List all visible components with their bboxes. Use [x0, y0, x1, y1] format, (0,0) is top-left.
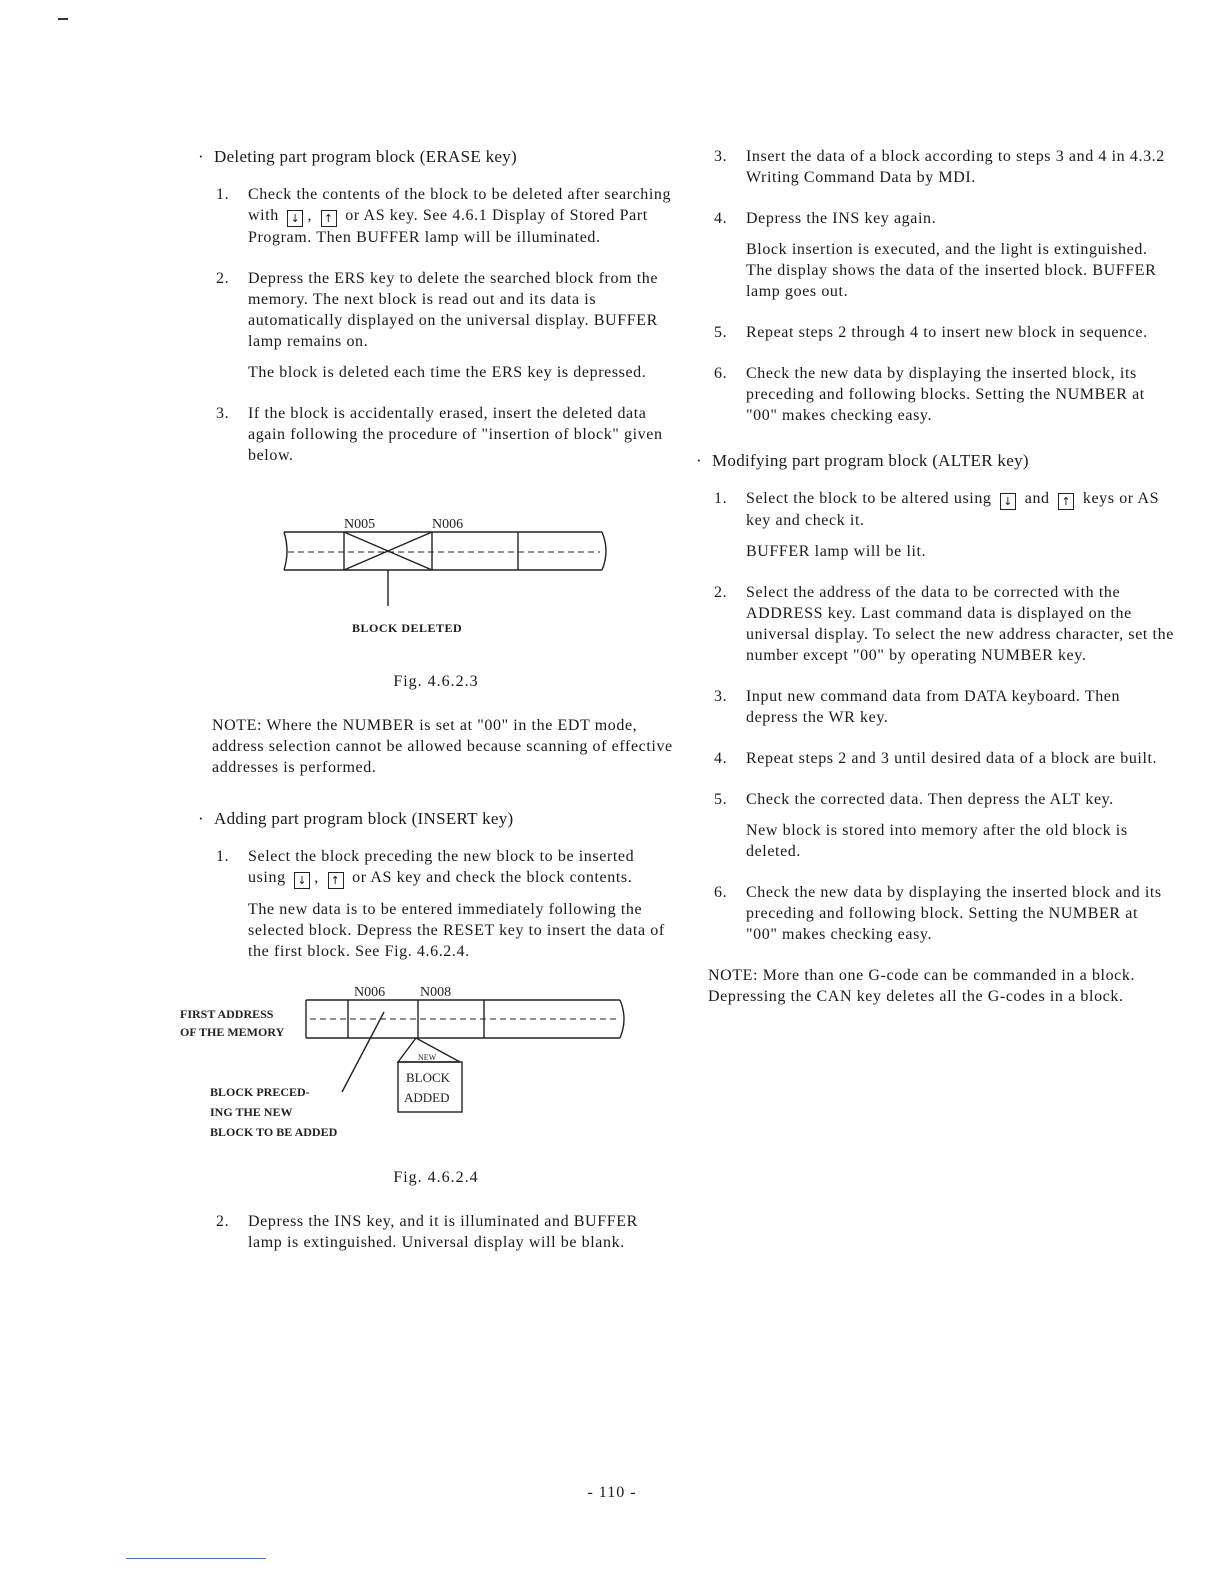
- insert-step-3: [694, 146, 1174, 188]
- step-text: Insert the data of a block according to steps 3 and 4 in 4.3.2 Writing Command Data by MDI.: [746, 148, 1165, 186]
- step-number: 3.: [216, 405, 230, 422]
- step-text: [746, 488, 1174, 531]
- corner-mark: [58, 18, 68, 20]
- bullet-dot: ·: [198, 147, 204, 166]
- bottom-rule: [126, 1558, 266, 1559]
- step-number: 6.: [714, 884, 728, 901]
- preceding-block-label-2: ING THE NEW: [210, 1105, 293, 1119]
- step-text: BUFFER lamp will be lit.: [746, 543, 927, 560]
- preceding-block-label-3: BLOCK TO BE ADDED: [210, 1125, 338, 1139]
- block-deleted-label: BLOCK DELETED: [352, 621, 463, 635]
- up-arrow-key-icon: ↑: [1058, 493, 1074, 510]
- step-text-part: or AS key and check the block contents.: [352, 869, 633, 886]
- insert-step-2: [196, 1211, 676, 1253]
- step-number: 5.: [714, 791, 728, 808]
- insert-step-6: [694, 363, 1174, 426]
- step-text: If the block is accidentally erased, insert the deleted data again following the procedure of "insertion of block" given below.: [248, 405, 663, 464]
- figure-block-added: [166, 982, 676, 1187]
- bullet-dot: ·: [198, 809, 204, 828]
- step-number: 6.: [714, 365, 728, 382]
- step-number: 5.: [714, 324, 728, 341]
- step-number: 3.: [714, 688, 728, 705]
- step-text: [248, 184, 676, 248]
- step-text-part: and: [1024, 490, 1050, 507]
- step-text: Repeat steps 2 and 3 until desired data of a block are built.: [746, 750, 1158, 767]
- erase-heading-text: Deleting part program block (ERASE key): [214, 147, 517, 166]
- step-text: Select the address of the data to be corrected with the ADDRESS key. Last command data is displayed on the universal display. To select the new address character, set the number except "00" by operating NUMBER key.: [746, 584, 1174, 664]
- erase-heading: [196, 146, 676, 168]
- alter-step-6: [694, 882, 1174, 945]
- step-number: 4.: [714, 750, 728, 767]
- alter-heading-text: Modifying part program block (ALTER key): [712, 451, 1029, 470]
- step-text-part: or AS key. See 4.6.1 Display of Stored Part Program. Then BUFFER lamp will be illuminated.: [248, 207, 648, 246]
- step-number: 1.: [216, 848, 230, 865]
- alter-step-4: [694, 748, 1174, 769]
- alter-step-5: [694, 789, 1174, 862]
- step-text: The block is deleted each time the ERS key is depressed.: [248, 364, 647, 381]
- insert-heading: [196, 808, 676, 830]
- insert-step-1: [196, 846, 676, 962]
- step-text: [248, 846, 676, 889]
- fig1-annotation-row: [196, 611, 676, 645]
- first-address-label-2: OF THE MEMORY: [180, 1025, 285, 1039]
- block-deleted-diagram: [196, 486, 676, 606]
- step-text: Check the new data by displaying the inserted block, its preceding and following blocks. Setting the NUMBER at "00" makes checking easy.: [746, 365, 1145, 424]
- figure-block-deleted: [196, 486, 676, 691]
- step-number: 2.: [216, 270, 230, 287]
- step-text-part: keys or AS key and check it.: [746, 490, 1160, 529]
- fig1-caption: Fig. 4.6.2.3: [393, 673, 479, 690]
- separator: ,: [314, 869, 319, 886]
- block-added-diagram: [166, 982, 676, 1142]
- step-text: Check the new data by displaying the inserted block and its preceding and following block. Setting the NUMBER at "00" makes checking easy.: [746, 884, 1162, 943]
- note-g-code: NOTE: More than one G-code can be commanded in a block. Depressing the CAN key deletes all the G-codes in a block.: [708, 967, 1136, 1005]
- step-text-part: Check the contents of the block to be deleted after searching with: [248, 186, 672, 224]
- block-added-label-1: BLOCK: [406, 1070, 451, 1085]
- down-arrow-key-icon: ↓: [287, 210, 303, 227]
- erase-step-3: [196, 403, 676, 466]
- step-text: New block is stored into memory after the old block is deleted.: [746, 822, 1128, 860]
- right-column: [694, 146, 1174, 1037]
- down-arrow-key-icon: ↓: [294, 872, 310, 889]
- preceding-block-label-1: BLOCK PRECED-: [210, 1085, 310, 1099]
- step-text: Repeat steps 2 through 4 to insert new block in sequence.: [746, 324, 1148, 341]
- alter-step-2: [694, 582, 1174, 666]
- insert-step-4: [694, 208, 1174, 302]
- note-edt-mode: NOTE: Where the NUMBER is set at "00" in the EDT mode, address selection cannot be allowed because scanning of effective addresses is performed.: [212, 717, 673, 776]
- block-added-label-2: ADDED: [404, 1090, 450, 1105]
- alter-heading: [694, 450, 1174, 472]
- insert-step-5: [694, 322, 1174, 343]
- insert-heading-text: Adding part program block (INSERT key): [214, 809, 514, 828]
- erase-step-2: [196, 268, 676, 383]
- step-text: Block insertion is executed, and the light is extinguished. The display shows the data of the inserted block. BUFFER lamp goes out.: [746, 241, 1157, 300]
- step-text: Depress the ERS key to delete the searched block from the memory. The next block is read out and its data is automatically displayed on the universal display. BUFFER lamp remains on.: [248, 270, 659, 350]
- down-arrow-key-icon: ↓: [1000, 493, 1016, 510]
- alter-step-3: [694, 686, 1174, 728]
- alter-step-1: [694, 488, 1174, 562]
- step-number: 1.: [714, 490, 728, 507]
- erase-step-1: [196, 184, 676, 248]
- separator: ,: [307, 207, 313, 224]
- step-text-part: Select the block to be altered using: [746, 490, 992, 507]
- up-arrow-key-icon: ↑: [328, 872, 344, 889]
- step-text: The new data is to be entered immediately following the selected block. Depress the RESET key to insert the data of the first block. See Fig. 4.6.2.4.: [248, 901, 665, 960]
- step-text: Depress the INS key, and it is illuminated and BUFFER lamp is extinguished. Universal display will be blank.: [248, 1213, 638, 1251]
- label-n006: N006: [354, 985, 386, 1000]
- page-number: - 110 -: [587, 1484, 637, 1501]
- step-number: 1.: [216, 186, 230, 203]
- label-n006: N006: [432, 517, 464, 532]
- label-n005: N005: [344, 517, 376, 532]
- step-text: Check the corrected data. Then depress the ALT key.: [746, 791, 1114, 808]
- step-text: Depress the INS key again.: [746, 210, 937, 227]
- fig2-caption: Fig. 4.6.2.4: [393, 1169, 479, 1186]
- step-number: 2.: [714, 584, 728, 601]
- left-column: [180, 146, 676, 1273]
- first-address-label-1: FIRST ADDRESS: [180, 1007, 274, 1021]
- bullet-dot: ·: [696, 451, 702, 470]
- step-text-part: Select the block preceding the new block to be inserted using: [248, 848, 635, 886]
- step-number: 4.: [714, 210, 728, 227]
- up-arrow-key-icon: ↑: [321, 210, 337, 227]
- label-n008: N008: [420, 985, 452, 1000]
- step-number: 3.: [714, 148, 728, 165]
- step-text: Input new command data from DATA keyboard. Then depress the WR key.: [746, 688, 1121, 726]
- new-label: NEW: [418, 1053, 437, 1062]
- step-number: 2.: [216, 1213, 230, 1230]
